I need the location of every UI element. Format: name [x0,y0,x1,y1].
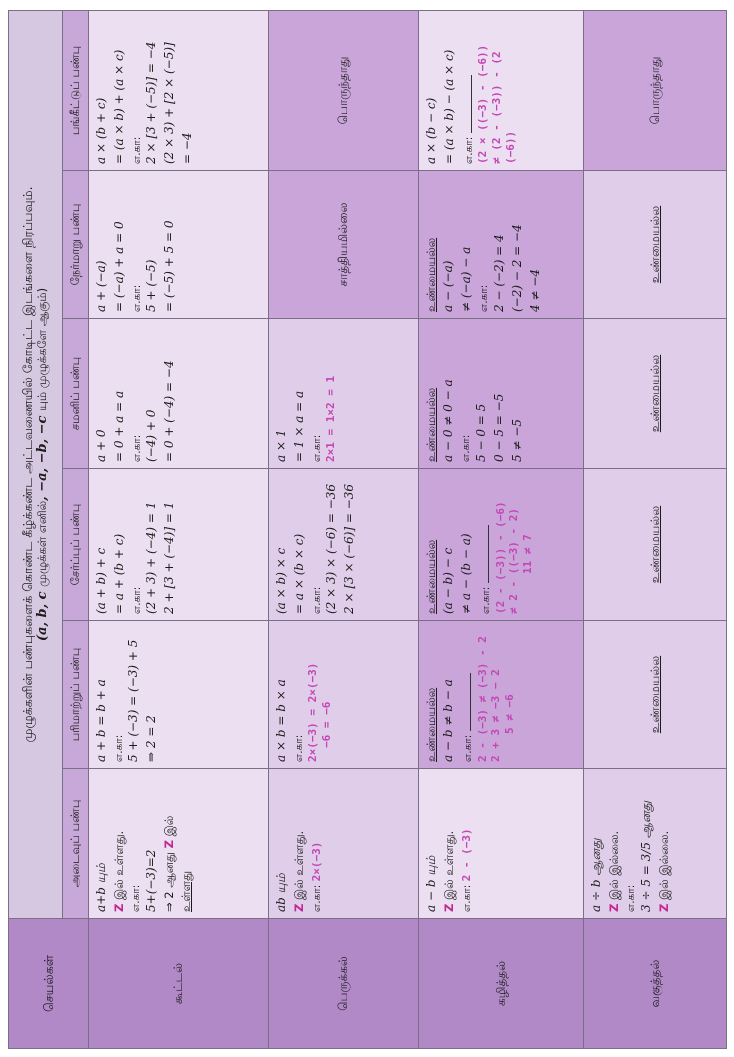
cell-sub-associative [419,469,584,621]
cell-line: = (a × b) + (a × c) [112,49,126,164]
integers-set-symbol: Z [161,840,176,849]
example-label: எ.கா: [131,136,143,164]
fill-answer: 2 - (−3) [460,828,474,882]
example-line [460,775,474,912]
cell-line: = 0 + (−4) = −4 [162,360,177,462]
cell-line: உண்மையல்ல [647,354,662,433]
cell-line: 4 ≠ −4 [527,268,542,312]
integers-set-symbol: Z [292,903,306,912]
example-label: எ.கா: [461,884,474,912]
example-label: எ.கா: [625,884,638,912]
integers-set-symbol: Z [656,903,671,912]
example-label: எ.கா: [130,884,143,912]
cell-line: ⇒ 2 ஆனது Z இல் [161,815,176,912]
subtitle-tail: யும் முழுக்களே ஆகும்) [35,287,50,412]
op-subtraction: கழித்தல் [419,919,584,1049]
example-label: எ.கா: [463,136,475,164]
fill-answer: ≠ (2 - (−3)) - (2 [489,51,503,164]
fill-answer: 11 ≠ 7 [521,534,534,574]
cell-line: (a × b) × c [274,547,288,614]
row-multiplication [269,10,419,1048]
cell-line: a ÷ b ஆனது [589,838,603,912]
cell-line: உண்மையல்ல [424,237,438,312]
op-multiplication: பெருக்கல் [269,919,419,1049]
cell-line: = (−a) + a = 0 [112,221,126,312]
cell-line: 5 − 0 = 5 [473,403,488,462]
cell-line: உண்மையல்ல [424,687,438,762]
cell-line: a − b யும் [424,855,438,912]
example-label: எ.கா: [311,884,324,912]
cell-line: ≠ a − (b − a) [459,533,474,614]
cell-line: = a + (b + c) [112,533,126,614]
cell-add-associative [89,469,269,621]
cell-mul-commutative [269,621,419,769]
example-label: எ.கா: [311,434,323,462]
integers-set-symbol: Z [112,903,126,912]
col-commutative: பரிமாற்றுப் பண்பு [63,621,89,769]
cell-line: 2 + [3 + (−4)] = 1 [162,501,177,614]
col-distributive: பங்கீட்டுப் பண்பு [63,10,89,170]
example-label: எ.கா: [311,586,323,614]
example-label: எ.கா: [293,734,305,762]
fill-answer: (2 - (−3)) - (−6) [493,501,507,614]
cell-line: Z இல் உள்ளது. [292,830,306,912]
integers-set-symbol: Z [607,903,621,912]
instruction-banner [9,10,63,918]
integer-properties-table [8,10,727,1049]
cell-line: (a + b) + c [94,547,108,614]
cell-add-inverse [89,171,269,319]
operations-header-label: செயல்கள் [40,954,56,1013]
cell-line: a − (−a) [441,260,456,312]
subtitle-mid: முழுக்கள் எனில் [35,500,50,587]
op-addition: கூட்டல் [89,919,269,1049]
fill-answer: (−6)) [503,130,517,164]
cell-div-closure [584,769,727,919]
integers-set-symbol: Z [442,903,456,912]
fill-answer: ≠ 2 - ((−3) - 2) [507,508,521,614]
cell-line: உண்மையல்ல [647,505,662,584]
cell-line: உண்மையல்ல [424,539,438,614]
cell-sub-commutative [419,621,584,769]
blank-line [461,75,472,133]
cell-line: (−2) − 2 = −4 [509,224,524,312]
cell-mul-associative [269,469,419,621]
example-line [310,775,324,912]
col-identity: சமனிப் பண்பு [63,319,89,469]
cell-line: (2 × 3) + [2 × (−5)] [162,42,177,164]
cell-div-commutative [584,621,727,769]
cell-line: 5 + (−5) [144,259,159,312]
cell-line: 0 − 5 = −5 [491,393,506,462]
cell-line: a − b ≠ b − a [441,679,456,762]
cell-sub-identity [419,319,584,469]
row-subtraction [419,10,584,1048]
cell-div-associative [584,469,727,621]
cell-line: = (−5) + 5 = 0 [162,220,177,312]
cell-line: உள்ளது [178,870,193,912]
example-label: எ.கா: [131,586,143,614]
instruction-text: முழுக்களின் பண்புகளைக் கொண்ட கீழ்க்கண்ட அட்டவணையில் கோடிட்ட இடங்களை நிரப்பவும். [19,186,35,743]
example-label: எ.கா: [480,586,493,614]
example-line [478,475,493,614]
cell-line: 2 − (−2) = 4 [491,234,506,312]
cell-add-commutative [89,621,269,769]
fill-answer: 2×1 = 1×2 = 1 [324,375,338,462]
cell-line: 3 ÷ 5 = 3/5 ஆனது [638,801,653,912]
cell-add-distributive [89,10,269,170]
op-division: வகுத்தல் [584,919,727,1049]
cell-line: 5+(−3)=2 [143,849,158,912]
example-label: எ.கா: [462,734,475,762]
cell-line: ≠ (−a) − a [459,246,474,312]
cell-mul-inverse: சாத்தியமில்லை [269,171,419,319]
cell-sub-distributive [419,10,584,170]
fill-answer: (2 × ((−3) - (−6)) [476,44,490,164]
row-addition [89,10,269,1048]
fill-answer: 5 ≠ −6 [503,694,516,734]
cell-line: உண்மையல்ல [424,387,438,462]
subtitle [35,17,51,912]
cell-line: = (a × b) − (a × c) [442,49,456,164]
example-label: எ.கா: [460,434,473,462]
col-closure: அடைவுப் பண்பு [63,769,89,919]
fill-answer: 2 + 3 ≠ −3 − 2 [489,669,503,762]
fill-answer: 2×(−3) = 2×(−3) [306,662,320,762]
cell-line: = a × (b × c) [292,533,306,614]
cell-add-identity [89,319,269,469]
cell-line: (2 × 3) × (−6) = −36 [324,483,339,614]
blank-line [478,525,489,583]
cell-line: 2 × [3 × (−6)] = −36 [342,483,357,614]
cell-line: ab யும் [274,873,288,912]
cell-mul-distributive: பொருந்தாது [269,10,419,170]
cell-line: a + 0 [94,429,108,462]
cell-line: a × (b − c) [424,97,438,164]
cell-div-inverse [584,171,727,319]
cell-mul-closure [269,769,419,919]
example-line [460,627,475,762]
cell-line: a+b யும் [94,863,108,912]
cell-line: ⇒ 2 = 2 [144,715,159,762]
cell-line: = 1 × a = a [292,390,306,462]
cell-sub-closure [419,769,584,919]
cell-line: Z இல் இல்லை. [656,830,671,912]
cell-add-closure [89,769,269,919]
subtitle-vars: (a, b, c [35,591,51,642]
cell-div-identity [584,319,727,469]
fill-answer: 2 - (−3) ≠ (−3) - 2 [475,636,489,762]
example-label: எ.கா: [113,734,125,762]
cell-sub-inverse [419,171,584,319]
cell-mul-identity [269,319,419,469]
cell-line: 5 ≠ −5 [509,418,524,462]
example-label: எ.கா: [478,284,491,312]
cell-line: a + b = b + a [94,679,108,762]
cell-line: = 0 + a = a [112,390,126,462]
cell-line: Z இல் உள்ளது. [112,830,126,912]
cell-line: 5 + (−3) = (−3) + 5 [126,639,141,762]
cell-line: 2 × [3 + (−5)] = −4 [144,41,159,164]
operations-header [9,919,89,1049]
cell-line: உண்மையல்ல [647,655,662,734]
cell-line: a + (−a) [94,260,108,312]
cell-line: (a − b) − c [441,547,456,614]
col-inverse: நேர்மாறு பண்பு [63,171,89,319]
cell-line: a − 0 ≠ 0 − a [441,379,456,462]
cell-line: Z இல் உள்ளது. [442,830,456,912]
cell-div-distributive: பொருந்தாது [584,10,727,170]
cell-line: உண்மையல்ல [647,205,662,284]
row-division [584,10,727,1048]
cell-line: (−4) + 0 [144,409,159,462]
col-associative: சேர்ப்புப் பண்பு [63,469,89,621]
cell-line: a × 1 [274,429,288,462]
blank-line [460,673,471,731]
cell-line: a × b = b × a [274,679,288,762]
example-label: எ.கா: [131,284,143,312]
fill-answer: −6 = −6 [319,701,333,748]
example-label: எ.கா: [131,434,143,462]
subtitle-neg: , −a, −b, −c [35,415,51,501]
cell-line: (2 + 3) + (−4) = 1 [144,501,159,614]
example-line [461,17,476,164]
cell-line: a × (b + c) [94,97,108,164]
cell-line: Z இல் இல்லை. [607,830,621,912]
cell-line: = −4 [180,132,195,164]
fill-answer: 2×(−3) [310,841,324,882]
